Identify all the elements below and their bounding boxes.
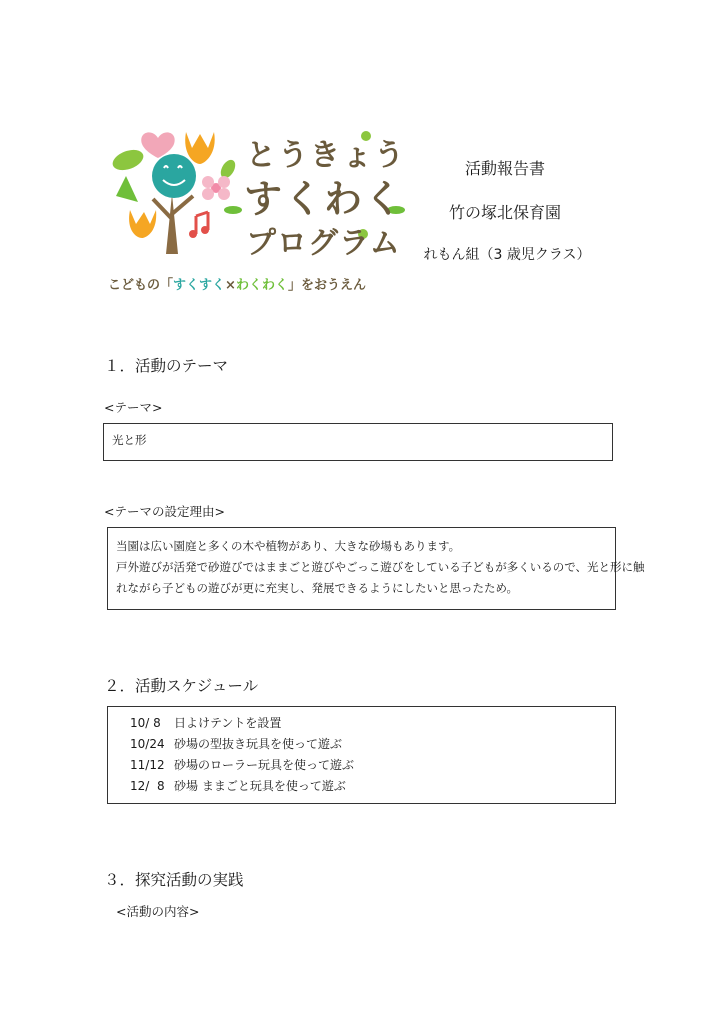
tagline-times: × [225,278,236,293]
section1-heading: １．活動のテーマ [104,357,229,375]
schedule-text: 砂場の型抜き玩具を使って遊ぶ [174,737,343,751]
tokyo-sukuwaku-logo [108,124,408,300]
schedule-row [130,755,615,776]
reason-label: <テーマの設定理由> [104,504,225,519]
smiley-face-icon [152,154,196,198]
schedule-date: 10/ 8 [130,716,161,730]
reason-line: 当園は広い園庭と多くの木や植物があり、大きな砂場もあります。 [116,539,461,553]
nursery-name: 竹の塚北保育園 [448,203,561,222]
section3-heading: ３．探究活動の実践 [104,871,244,889]
schedule-row [130,776,615,797]
report-title: 活動報告書 [464,159,545,178]
tagline-wakuwaku: わくわく [235,278,288,293]
tagline-sukusuku: すくすく [173,278,226,293]
tree-trunk-shape [166,194,178,254]
tagline-prefix: こどもの「 [108,278,174,293]
schedule-box [107,706,616,804]
logo-title-line3: プログラム [246,226,401,261]
tulip-icon [185,132,215,164]
section2-heading: ２．活動スケジュール [104,677,259,695]
schedule-text: 砂場 ままごと玩具を使って遊ぶ [174,779,346,793]
schedule-text: 砂場のローラー玩具を使って遊ぶ [174,758,355,772]
tagline-suffix: 」をおうえん [287,278,366,293]
class-name: れもん組（3 歳児クラス） [423,247,591,263]
tulip-icon [129,210,156,238]
leaf-icon [116,176,138,202]
schedule-date: 10/24 [130,737,165,751]
reason-box [107,527,645,610]
content-label: <活動の内容> [116,904,200,919]
theme-value: 光と形 [112,433,147,447]
schedule-text: 日よけテントを設置 [174,716,282,730]
schedule-row [130,713,615,734]
leaf-icon [110,146,146,174]
schedule-date: 12/ 8 [130,779,165,793]
schedule-date: 11/12 [130,758,165,772]
schedule-row [130,734,615,755]
reason-line: 戸外遊びが活発で砂遊びではままごと遊びやごっこ遊びをしている子どもが多くいるので、光と形に触 [116,560,645,574]
logo-title-line2: すくわく [244,177,405,221]
heart-icon [141,132,174,158]
logo-tagline [108,274,408,293]
theme-box [103,423,613,461]
logo-title-line1: とうきょう [246,138,406,173]
reason-line: れながら子どもの遊びが更に充実し、発展できるようにしたいと思ったため。 [116,581,519,595]
theme-label: <テーマ> [104,400,163,415]
